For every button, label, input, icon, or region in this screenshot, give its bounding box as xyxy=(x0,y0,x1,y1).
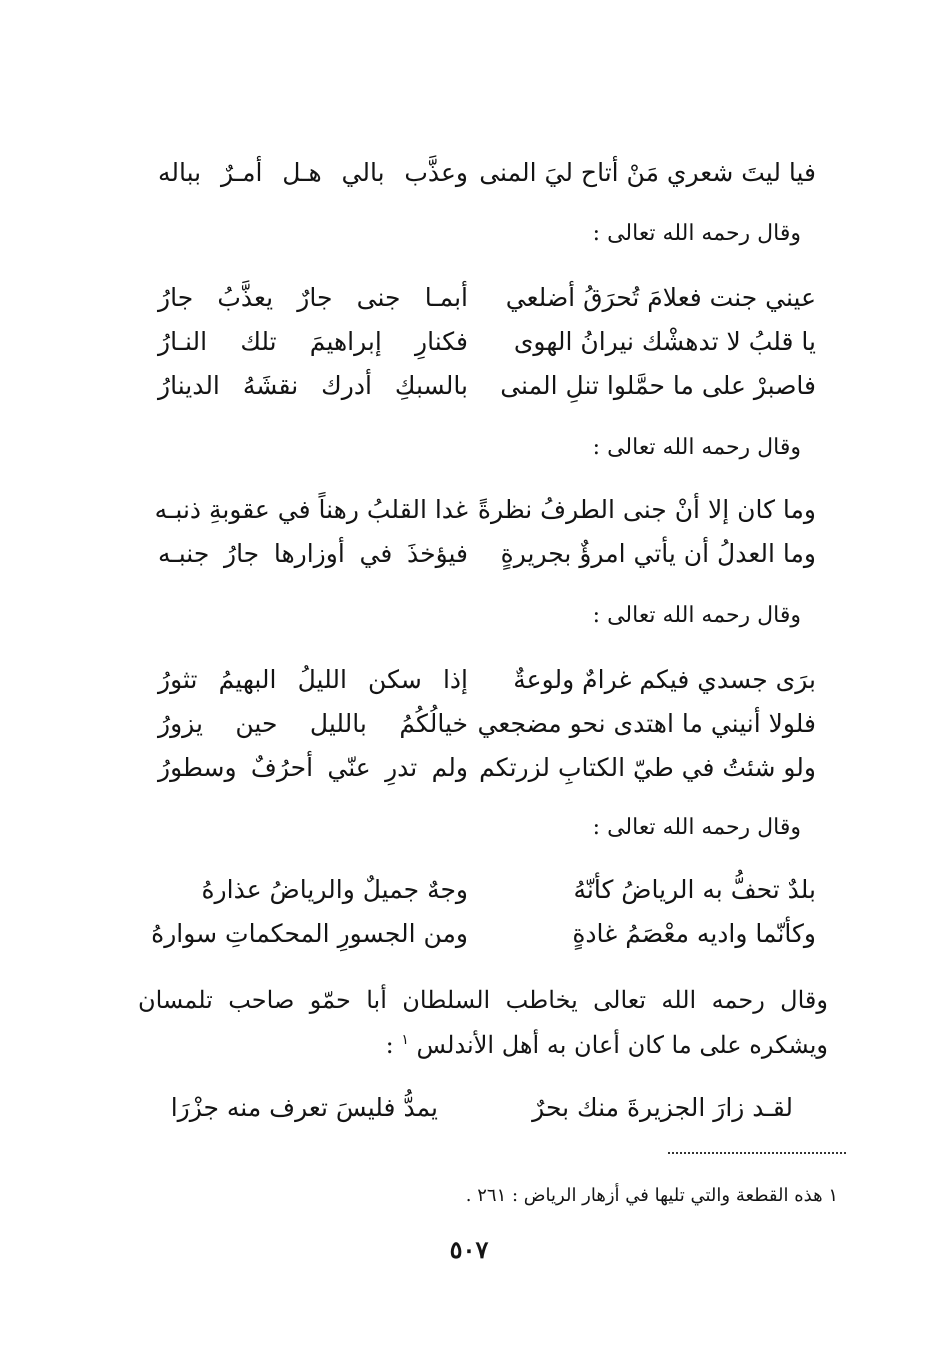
verse-hemistich-first: لقـد زارَ الجزيرةَ منك بحرٌ xyxy=(532,1093,793,1122)
verse-hemistich-second: يمدُّ فليسَ تعرف منه جزْرَا xyxy=(170,1093,438,1122)
poem-heading: وقال رحمه الله تعالى : xyxy=(592,815,801,840)
verse-hemistich-first: وكأنّما واديه معْصَمُ غادةٍ xyxy=(572,919,816,948)
verse-hemistich-second: فكنارِ إبراهيمَ تلك النـارُ xyxy=(158,327,468,356)
verse-hemistich-second: إذا سكن الليلُ البهيمُ تثورُ xyxy=(158,665,468,694)
footnote-marker: ١ xyxy=(401,1032,409,1048)
verse-hemistich-second: وجهٌ جميلٌ والرياضُ عذارهُ xyxy=(201,875,468,904)
verse-hemistich-second: أبمـا جنى جارٌ يعذَّبُ جارُ xyxy=(158,283,468,312)
verse-hemistich-second: بالسبكِ أدرك نقشَهُ الدينارُ xyxy=(158,371,468,400)
verse-hemistich-second: فيؤخذَ في أوزارها جارُ جنبـه xyxy=(158,539,468,568)
verse-hemistich-second: ولم تدرِ عنّي أحرُفٌ وسطورُ xyxy=(158,753,468,782)
verse-hemistich-first: برَى جسدي فيكم غرامٌ ولوعةٌ xyxy=(513,665,816,694)
verse-hemistich-first: وما العدلُ أن يأتي امرؤٌ بجريرةٍ xyxy=(500,539,816,568)
prose-paragraph xyxy=(138,980,828,1065)
poem-heading: وقال رحمه الله تعالى : xyxy=(592,221,801,246)
verse-hemistich-first: بلدٌ تحفُّ به الرياضُ كأنّهُ xyxy=(573,875,816,904)
footnote: ١ هذه القطعة والتي تليها في أزهار الرياض : ٢٦١ . xyxy=(465,1185,838,1206)
verse-hemistich-first: فلولا أنيني ما اهتدى نحو مضجعي xyxy=(477,709,816,738)
verse-hemistich-first: يا قلبُ لا تدهشْك نيرانُ الهوى xyxy=(513,327,816,356)
verse-hemistich-second: غدا القلبُ رهناً في عقوبةِ ذنبـه xyxy=(154,495,468,524)
verse-hemistich-second: خيالُكُمُ بالليل حين يزورُ xyxy=(158,709,468,738)
verse-hemistich-first: وما كان إلا أنْ جنى الطرفُ نظرةً xyxy=(477,495,816,524)
verse-hemistich-first: فيا ليتَ شعري مَنْ أتاح ليَ المنى xyxy=(479,158,816,187)
verse-hemistich-first: ولو شئتُ في طيّ الكتابِ لزرتكم xyxy=(479,753,816,782)
footnote-divider xyxy=(668,1152,846,1154)
verse-hemistich-first: فاصبرْ على ما حمَّلوا تنلِ المنى xyxy=(500,371,816,400)
page-number: ٥٠٧ xyxy=(449,1235,489,1264)
poem-heading: وقال رحمه الله تعالى : xyxy=(592,603,801,628)
prose-end: : xyxy=(385,1031,402,1059)
verse-hemistich-second: وعذَّب بالي هـل أمـرٌ بباله xyxy=(158,158,468,187)
verse-hemistich-first: عيني جنت فعلامَ تُحرَقُ أضلعي xyxy=(505,283,816,312)
verse-hemistich-second: ومن الجسورِ المحكماتِ سوارهُ xyxy=(151,919,468,948)
prose-text: وقال رحمه الله تعالى يخاطب السلطان أبا حمّو صاحب تلمسان ويشكره على ما كان أعان به أهل الأندلس xyxy=(138,986,828,1059)
poem-heading: وقال رحمه الله تعالى : xyxy=(592,435,801,460)
